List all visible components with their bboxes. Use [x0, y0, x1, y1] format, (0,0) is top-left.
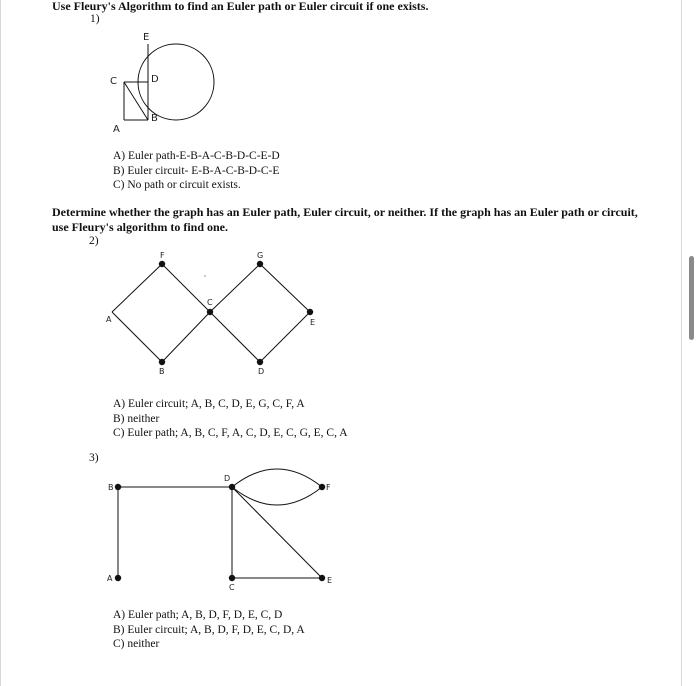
graph1-label-d: D	[151, 74, 159, 85]
graph3-edge-d-f-upper	[232, 469, 322, 487]
q3-option-a: A) Euler path; A, B, D, F, D, E, C, D	[113, 609, 283, 621]
q2-option-c: C) Euler path; A, B, C, F, A, C, D, E, C, G, E, C, A	[113, 427, 348, 439]
q3-number: 3)	[89, 452, 99, 464]
graph2-label-b: B	[159, 367, 165, 376]
q2-option-a: A) Euler circuit; A, B, C, D, E, G, C, F, A	[113, 398, 305, 410]
graph3-vertex-c	[229, 575, 235, 581]
graph1-label-b: B	[151, 113, 158, 124]
q1-option-b: B) Euler circuit- E-B-A-C-B-D-C-E	[113, 164, 280, 177]
graph2-label-c: C	[207, 298, 213, 307]
graph3-label-c: C	[229, 583, 235, 592]
graph2-label-a: A	[106, 315, 112, 324]
section2-heading-line2: use Fleury's algorithm to find one.	[52, 220, 228, 234]
graph3-vertex-e	[319, 575, 325, 581]
q1-option-c: C) No path or circuit exists.	[113, 179, 241, 191]
q1-number: 1)	[90, 13, 100, 25]
graph2-label-e: E	[310, 318, 316, 327]
graph2-label-g: G	[257, 251, 264, 260]
graph3-edge-d-e	[232, 487, 322, 578]
graph3-label-e: E	[327, 576, 333, 585]
graph3-vertex-b	[115, 484, 121, 490]
graph3-vertex-d	[229, 484, 235, 490]
q3-option-c: C) neither	[113, 638, 160, 650]
graph1-label-c: C	[110, 76, 117, 87]
q3-option-b: B) Euler circuit; A, B, D, F, D, E, C, D, A	[113, 623, 305, 636]
graph1-label-a: A	[113, 124, 120, 135]
graph3-label-b: B	[108, 483, 114, 492]
q1-heading: Use Fleury's Algorithm to find an Euler path or Euler circuit if one exists.	[52, 0, 429, 13]
graph1-label-e: E	[143, 32, 150, 43]
vertical-scrollbar-thumb[interactable]	[689, 256, 694, 340]
q1-option-a: A) Euler path-E-B-A-C-B-D-C-E-D	[113, 150, 280, 162]
section2-heading-line1: Determine whether the graph has an Euler path, Euler circuit, or neither. If the graph has an Euler path or circuit,	[52, 205, 638, 219]
graph2-label-d: D	[258, 367, 265, 376]
q2-number: 2)	[89, 235, 99, 247]
q2-option-b: B) neither	[113, 412, 160, 425]
graph3-vertex-f	[319, 484, 325, 490]
graph3-label-f: F	[326, 483, 331, 492]
graph3-edge-d-f-lower	[232, 487, 322, 505]
graph2-label-f: F	[160, 251, 165, 260]
graph3-label-a: A	[107, 574, 113, 583]
graph3-vertex-a	[115, 575, 121, 581]
graph3-label-d: D	[224, 474, 231, 483]
